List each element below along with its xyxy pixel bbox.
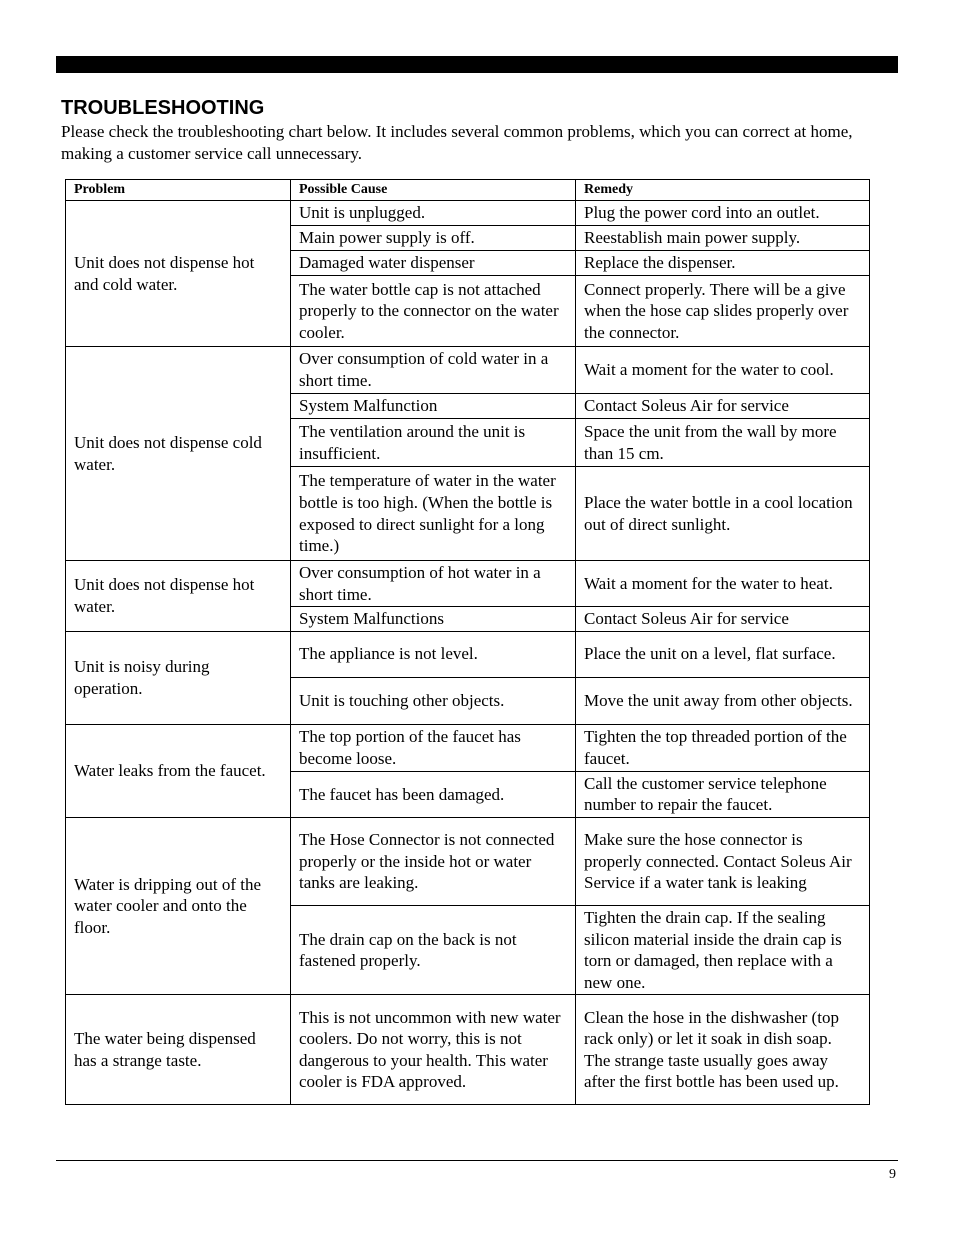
- problem-cell: Unit does not dispense hot and cold water.: [66, 201, 291, 347]
- remedy-cell: Place the water bottle in a cool location out of direct sunlight.: [576, 467, 870, 561]
- remedy-cell: Contact Soleus Air for service: [576, 394, 870, 419]
- remedy-cell: Replace the dispenser.: [576, 251, 870, 276]
- table-row: [66, 631, 870, 677]
- cause-cell: The appliance is not level.: [291, 631, 576, 677]
- cause-cell: The ventilation around the unit is insufficient.: [291, 419, 576, 467]
- page-title: TROUBLESHOOTING: [61, 97, 265, 119]
- remedy-cell: Space the unit from the wall by more than 15 cm.: [576, 419, 870, 467]
- remedy-cell: Tighten the top threaded portion of the faucet.: [576, 724, 870, 771]
- remedy-cell: Place the unit on a level, flat surface.: [576, 631, 870, 677]
- remedy-cell: Connect properly. There will be a give when the hose cap slides properly over the connector.: [576, 276, 870, 347]
- cause-cell: The water bottle cap is not attached properly to the connector on the water cooler.: [291, 276, 576, 347]
- cause-cell: System Malfunctions: [291, 607, 576, 632]
- table-row: [66, 347, 870, 394]
- problem-cell: Water leaks from the faucet.: [66, 724, 291, 817]
- cause-cell: The faucet has been damaged.: [291, 771, 576, 817]
- cause-cell: System Malfunction: [291, 394, 576, 419]
- remedy-cell: Call the customer service telephone number to repair the faucet.: [576, 771, 870, 817]
- problem-cell: Water is dripping out of the water cooler and onto the floor.: [66, 817, 291, 994]
- cause-cell: Over consumption of hot water in a short time.: [291, 561, 576, 607]
- remedy-cell: Tighten the drain cap. If the sealing silicon material inside the drain cap is torn or damaged, then replace with a new one.: [576, 905, 870, 994]
- cause-cell: Damaged water dispenser: [291, 251, 576, 276]
- header-bar: [56, 56, 898, 73]
- cause-cell: This is not uncommon with new water coolers. Do not worry, this is not dangerous to your health. This water cooler is FDA approved.: [291, 995, 576, 1105]
- troubleshooting-table: [65, 179, 870, 1105]
- problem-cell: Unit does not dispense cold water.: [66, 347, 291, 561]
- header-remedy: Remedy: [576, 180, 870, 201]
- problem-cell: Unit does not dispense hot water.: [66, 561, 291, 632]
- footer-rule: [56, 1160, 898, 1161]
- table-row: [66, 995, 870, 1105]
- cause-cell: Over consumption of cold water in a short time.: [291, 347, 576, 394]
- table-row: [66, 817, 870, 905]
- remedy-cell: Move the unit away from other objects.: [576, 677, 870, 724]
- table-row: [66, 201, 870, 226]
- cause-cell: Unit is touching other objects.: [291, 677, 576, 724]
- header-cause: Possible Cause: [291, 180, 576, 201]
- header-problem: Problem: [66, 180, 291, 201]
- cause-cell: Unit is unplugged.: [291, 201, 576, 226]
- page-number: 9: [889, 1167, 896, 1182]
- remedy-cell: Contact Soleus Air for service: [576, 607, 870, 632]
- cause-cell: The top portion of the faucet has become loose.: [291, 724, 576, 771]
- table-row: [66, 724, 870, 771]
- problem-cell: Unit is noisy during operation.: [66, 631, 291, 724]
- cause-cell: The temperature of water in the water bottle is too high. (When the bottle is exposed to direct sunlight for a long time.): [291, 467, 576, 561]
- remedy-cell: Wait a moment for the water to cool.: [576, 347, 870, 394]
- cause-cell: Main power supply is off.: [291, 226, 576, 251]
- cause-cell: The drain cap on the back is not fastened properly.: [291, 905, 576, 994]
- cause-cell: The Hose Connector is not connected properly or the inside hot or water tanks are leaking.: [291, 817, 576, 905]
- problem-cell: The water being dispensed has a strange taste.: [66, 995, 291, 1105]
- remedy-cell: Wait a moment for the water to heat.: [576, 561, 870, 607]
- remedy-cell: Make sure the hose connector is properly connected. Contact Soleus Air Service if a water tank is leaking: [576, 817, 870, 905]
- remedy-cell: Clean the hose in the dishwasher (top rack only) or let it soak in dish soap. The strange taste usually goes away after the first bottle has been used up.: [576, 995, 870, 1105]
- remedy-cell: Plug the power cord into an outlet.: [576, 201, 870, 226]
- remedy-cell: Reestablish main power supply.: [576, 226, 870, 251]
- table-header-row: [66, 180, 870, 201]
- table-row: [66, 561, 870, 607]
- intro-paragraph: Please check the troubleshooting chart below. It includes several common problems, which you can correct at home, making a customer service call unnecessary.: [61, 122, 853, 163]
